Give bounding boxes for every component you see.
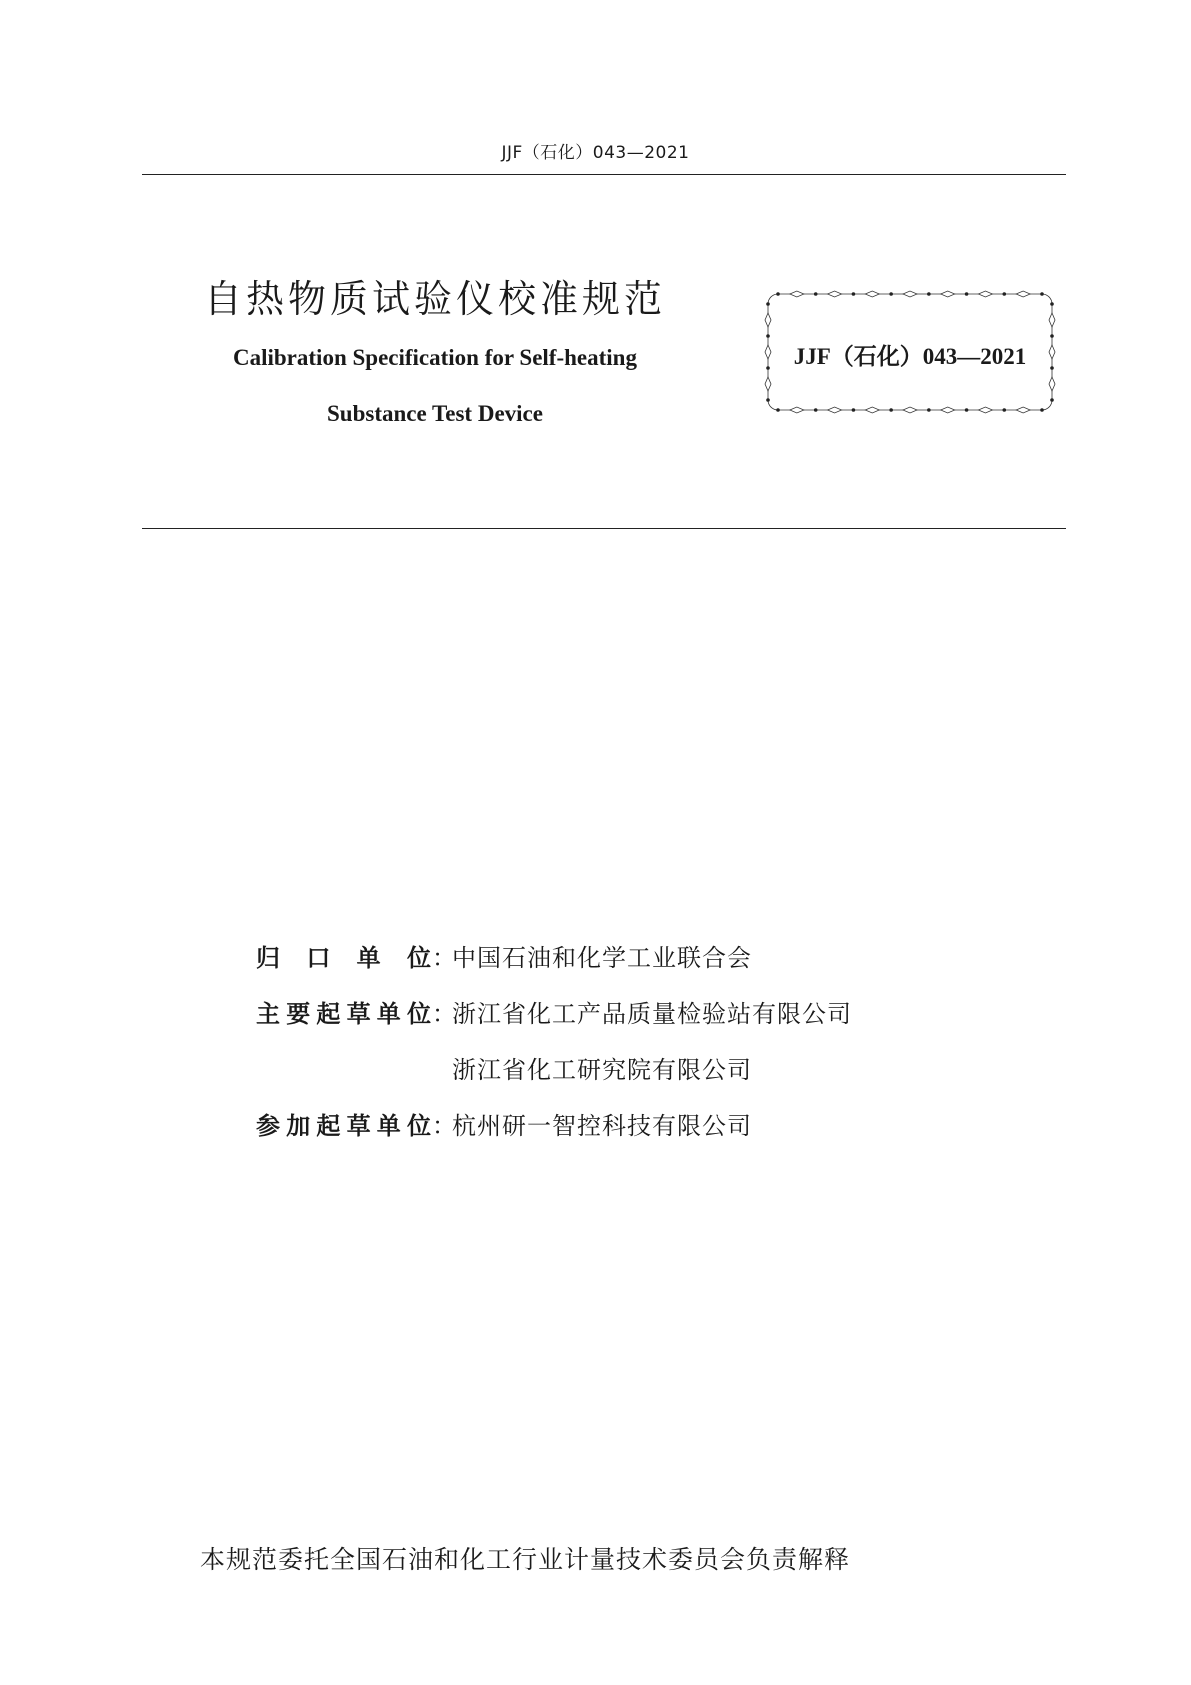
frame-diamond (941, 407, 955, 413)
unit-value: 中国石油和化学工业联合会 (452, 944, 752, 972)
unit-colon: ： (432, 944, 456, 972)
frame-diamond (790, 291, 804, 297)
frame-dot (889, 292, 893, 296)
frame-dot (1002, 292, 1006, 296)
unit-value: 浙江省化工研究院有限公司 (452, 1056, 752, 1084)
frame-dot (1050, 302, 1054, 306)
frame-diamond (865, 291, 879, 297)
frame-dot (814, 292, 818, 296)
unit-value: 浙江省化工产品质量检验站有限公司 (452, 1000, 852, 1028)
title-english-line2: Substance Test Device (327, 401, 543, 426)
title-chinese: 自热物质试验仪校准规范 (203, 277, 666, 321)
frame-diamond (828, 407, 842, 413)
frame-dot (776, 408, 780, 412)
frame-diamond (903, 291, 917, 297)
frame-diamond (1049, 377, 1055, 391)
frame-dot (965, 408, 969, 412)
frame-diamond (765, 313, 771, 327)
frame-dot (776, 292, 780, 296)
frame-dot (927, 292, 931, 296)
frame-diamond (765, 377, 771, 391)
frame-diamond (790, 407, 804, 413)
frame-diamond (978, 291, 992, 297)
frame-dot (889, 408, 893, 412)
frame-diamond (865, 407, 879, 413)
frame-diamond (828, 291, 842, 297)
frame-dot (814, 408, 818, 412)
frame-dot (852, 408, 856, 412)
unit-label: 参加起草单位 (256, 1112, 431, 1140)
running-header: JJF（石化）043—2021 (501, 143, 690, 163)
frame-dot (1040, 408, 1044, 412)
frame-dot (766, 302, 770, 306)
unit-colon: ： (432, 1000, 456, 1028)
unit-value: 杭州研一智控科技有限公司 (452, 1112, 752, 1140)
standard-code-box (760, 286, 1060, 418)
unit-label: 归口单位 (256, 944, 431, 972)
unit-label: 主要起草单位 (256, 1000, 431, 1028)
frame-dot (927, 408, 931, 412)
standard-code: JJF（石化）043—2021 (793, 344, 1027, 369)
unit-colon: ： (432, 1112, 456, 1140)
frame-dot (1002, 408, 1006, 412)
frame-diamond (978, 407, 992, 413)
frame-dot (766, 398, 770, 402)
frame-dot (965, 292, 969, 296)
footer-note: 本规范委托全国石油和化工行业计量技术委员会负责解释 (200, 1545, 851, 1574)
frame-diamond (1016, 407, 1030, 413)
frame-dot (852, 292, 856, 296)
frame-dot (1050, 398, 1054, 402)
frame-diamond (903, 407, 917, 413)
frame-diamond (1049, 313, 1055, 327)
frame-diamond (1016, 291, 1030, 297)
title-english-line1: Calibration Specification for Self-heating (233, 345, 637, 370)
frame-dot (1040, 292, 1044, 296)
title-rule (142, 528, 1066, 529)
frame-diamond (941, 291, 955, 297)
header-rule (142, 174, 1066, 175)
